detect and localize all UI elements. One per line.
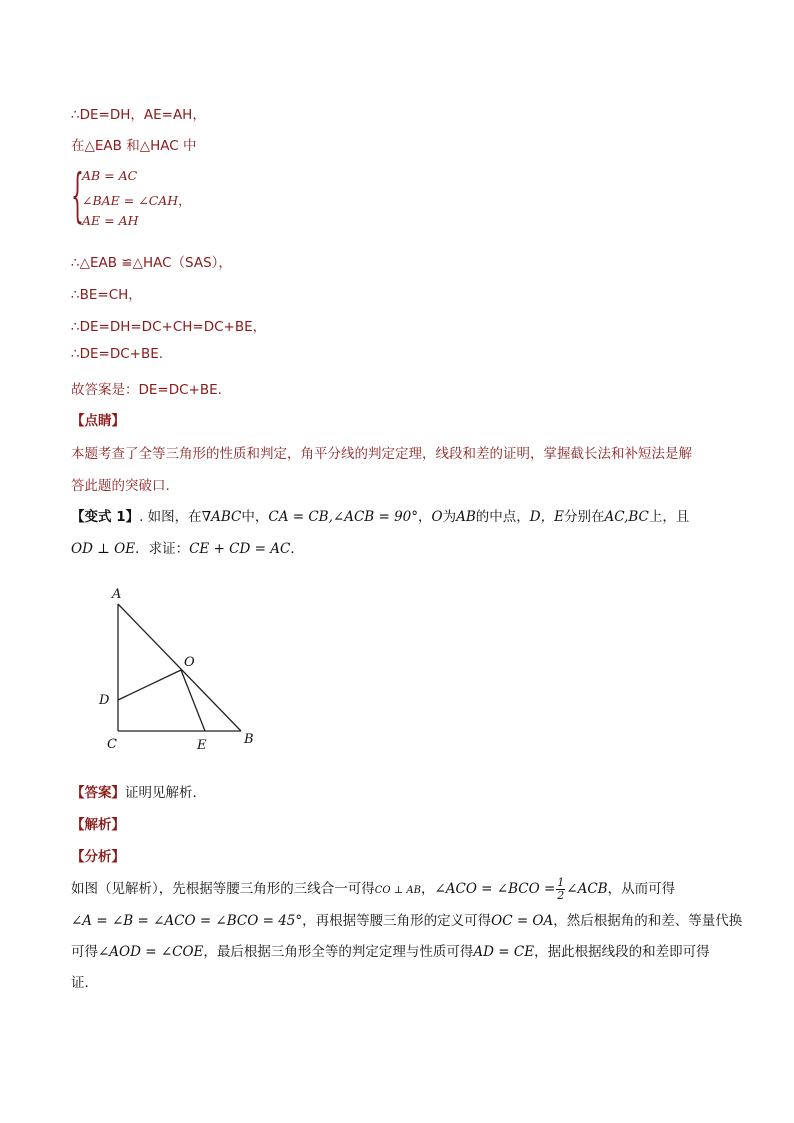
label-D: D bbox=[99, 693, 110, 708]
label-C: C bbox=[107, 737, 117, 752]
analysis-line-3: 可得∠AOD = ∠COE，最后根据三角形全等的判定定理与性质可得AD = CE，据此根据线段的和差即可得 bbox=[71, 944, 710, 960]
triangle-figure bbox=[95, 582, 270, 754]
segment-OD bbox=[118, 670, 181, 700]
solution-line-1: ∴DE=DH，AE=AH， bbox=[71, 107, 206, 123]
solution-line-6: ∴DE=DC+BE. bbox=[71, 346, 164, 362]
analysis-paragraph bbox=[71, 874, 743, 999]
analysis-line-1: 如图（见解析），先根据等腰三角形的三线合一可得CO ⊥ AB，∠ACO = ∠BCO = $\frac{1}{2}$ ∠ACB，从而可得 bbox=[71, 875, 676, 902]
label-O: O bbox=[184, 655, 195, 670]
analysis-subheading: 【分析】 bbox=[71, 849, 125, 865]
variant-problem-line-2: OD ⊥ OE．求证：CE + CD = AC． bbox=[71, 541, 304, 557]
variant-label: 【变式 1】 bbox=[71, 509, 140, 525]
comment-heading: 【点睛】 bbox=[71, 413, 125, 429]
fraction-one-half: $\frac{1}{2}$ bbox=[557, 875, 565, 902]
segment-AB bbox=[118, 604, 241, 731]
equation-system bbox=[71, 161, 231, 232]
label-B: B bbox=[244, 732, 254, 747]
answer-line bbox=[71, 781, 206, 801]
solution-line-4: ∴BE=CH， bbox=[71, 287, 142, 303]
solution-line-7: 故答案是：DE=DC+BE. bbox=[71, 382, 222, 398]
comment-text-2: 答此题的突破口. bbox=[71, 478, 170, 494]
analysis-line-4: 证． bbox=[71, 975, 98, 991]
left-brace: { bbox=[71, 161, 84, 229]
label-E: E bbox=[197, 738, 207, 753]
system-row-3: AE = AH bbox=[82, 213, 139, 228]
system-row-2: ∠BAE = ∠CAH， bbox=[82, 193, 191, 208]
answer-heading: 【答案】 bbox=[71, 785, 125, 801]
solution-line-2: 在△EAB 和△HAC 中 bbox=[71, 138, 197, 154]
segment-OE bbox=[181, 670, 205, 731]
label-A: A bbox=[112, 587, 122, 602]
system-row-1: AB = AC bbox=[82, 168, 138, 183]
variant-problem-line-1: 【变式 1】. 如图，在∇ABC中，CA = CB,∠ACB = 90°，O为AB的中点，D，E分别在AC,BC上，且 bbox=[71, 509, 690, 525]
solution-line-5: ∴DE=DH=DC+CH=DC+BE， bbox=[71, 319, 267, 335]
analysis-line-2: ∠A = ∠B = ∠ACO = ∠BCO = 45°，再根据等腰三角形的定义可得OC = OA，然后根据角的和差、等量代换 bbox=[71, 913, 743, 929]
comment-text-1: 本题考查了全等三角形的性质和判定，角平分线的判定定理，线段和差的证明，掌握截长法和补短法是解 bbox=[71, 446, 692, 462]
solution-line-3: ∴△EAB ≌△HAC（SAS）， bbox=[71, 255, 232, 271]
answer-text: 证明见解析． bbox=[125, 785, 206, 801]
analysis-heading: 【解析】 bbox=[71, 817, 125, 833]
